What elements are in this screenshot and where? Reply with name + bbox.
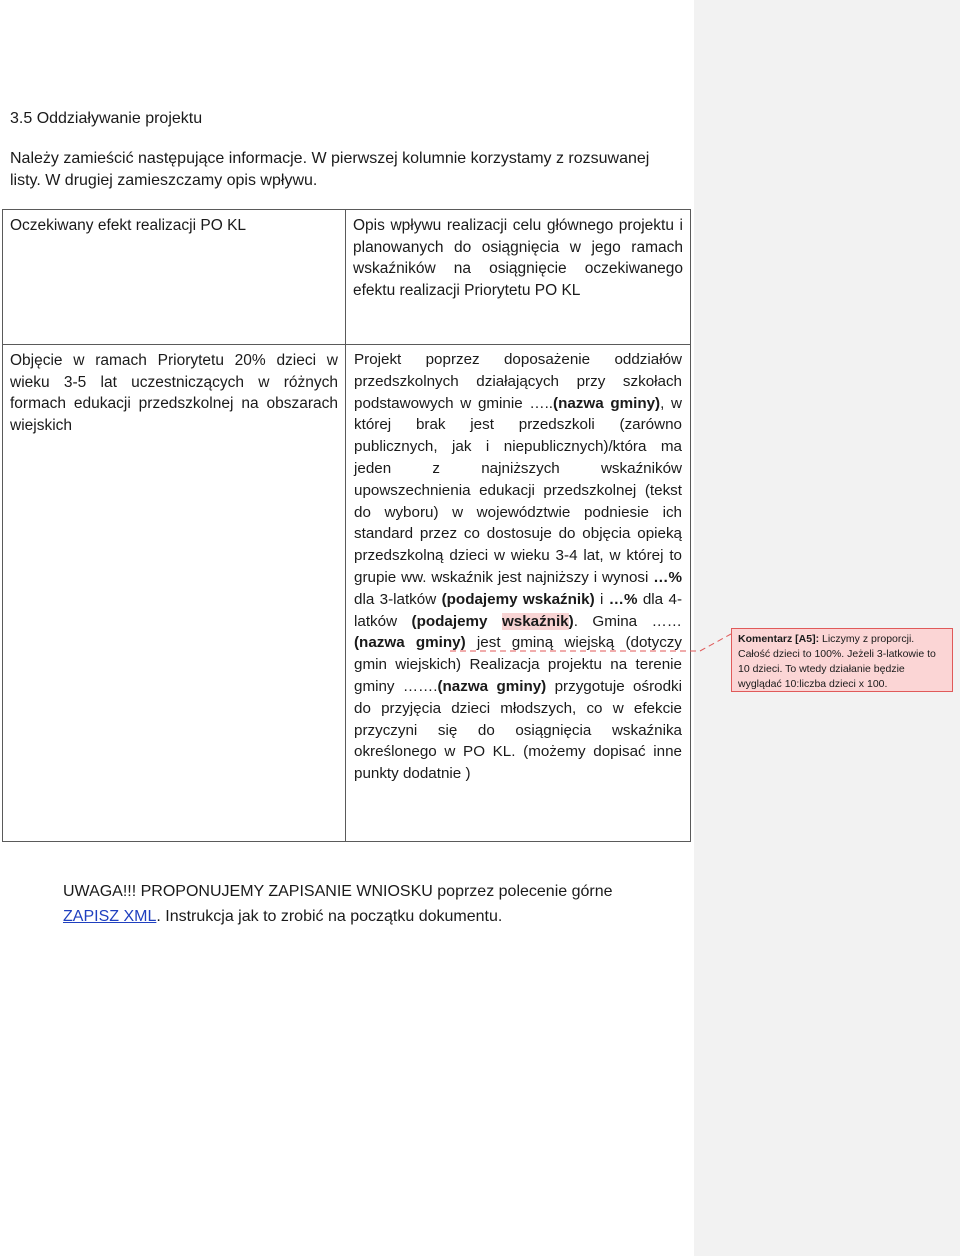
desc-bold-run: (nazwa gminy) [553, 394, 661, 412]
desc-bold-run: …% [608, 590, 638, 608]
desc-bold-run: (podajemy [411, 612, 502, 630]
header-effect-text: Oczekiwany efekt realizacji PO KL [10, 217, 247, 234]
section-heading: 3.5 Oddziaływanie projektu [10, 110, 203, 127]
comment-label: Komentarz [A5]: [738, 633, 820, 645]
desc-bold-run: (podajemy wskaźnik) [441, 590, 595, 608]
desc-run: dla 3-latków [354, 590, 442, 608]
intro-paragraph: Należy zamieścić następujące informacje. W pierwszej kolumnie korzystamy z rozsuwanej listy. W drugiej zamieszczamy opis wpływu. [10, 150, 650, 189]
desc-run: , w której brak jest przedszkoli (zarówno publicznych, jak i niepublicznych)/która ma jeden z najniższych wskaźników upowszechnienia edukacji przedszkolnej (tekst do wyboru) w województwie podniesie ich standard przez co dostosuje do objęcia opieką przedszkolną dzieci w wieku 3-4 lat, w której to grupie ww. wskaźnik jest najniższy i wynosi [354, 394, 682, 586]
desc-run: przygotuje ośrodki do przyjęcia dzieci młodszych, co w efekcie przyczyni się do osiągnięcia wskaźnika określonego w PO KL. (możemy dopisać inne punkty dodatnie ) [354, 677, 682, 783]
desc-run: dla 4-latków [354, 590, 682, 630]
note-text-after: . Instrukcja jak to zrobić na początku dokumentu. [156, 908, 503, 925]
desc-run: i [594, 590, 609, 608]
comment-text: Liczymy z proporcji. Całość dzieci to 100%. Jeżeli 3-latkowie to 10 dzieci. To wtedy działanie będzie wyglądać 10:liczba dzieci x 100. [738, 633, 936, 690]
desc-bold-run: ) [568, 612, 574, 630]
note-text-before: UWAGA!!! PROPONUJEMY ZAPISANIE WNIOSKU poprzez polecenie górne [63, 883, 613, 900]
effect-text: Objęcie w ramach Priorytetu 20% dzieci w wieku 3-5 lat uczestniczących w różnych formach edukacji przedszkolnej na obszarach wiejskich [10, 352, 338, 435]
desc-bold-run: …% [653, 568, 682, 586]
desc-bold-run: (nazwa gminy) [354, 634, 466, 652]
comment-balloon[interactable] [731, 628, 953, 692]
save-hint-note [63, 879, 663, 929]
desc-run: Projekt poprzez doposażenie oddziałów przedszkolnych działających przy szkołach podstawowych w gminie ….. [354, 351, 682, 412]
desc-run: . Gmina …… [573, 612, 682, 630]
desc-run: jest gminą wiejską (dotyczy gmin wiejskich) Realizacja projektu na terenie gminy ……. [354, 634, 682, 695]
desc-bold-run: (nazwa gminy) [437, 677, 547, 695]
comment-anchor-highlight[interactable]: wskaźnik [501, 612, 569, 630]
save-xml-link[interactable]: ZAPISZ XML [63, 908, 157, 925]
header-description-text: Opis wpływu realizacji celu głównego projektu i planowanych do osiągnięcia w jego ramach wskaźników na osiągnięcie oczekiwanego efektu realizacji Priorytetu PO KL [353, 217, 683, 300]
